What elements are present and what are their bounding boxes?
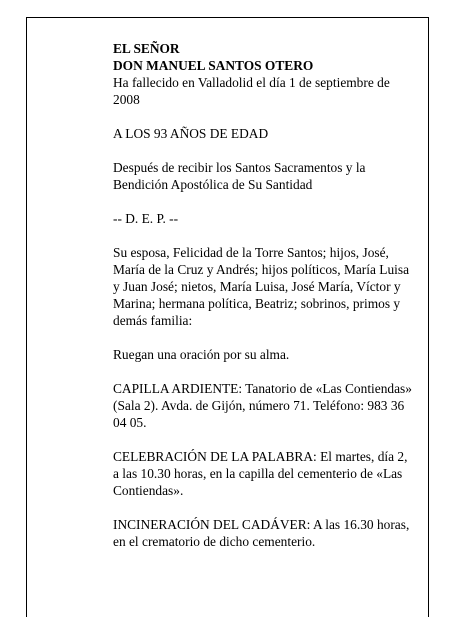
prayer-line: Ruegan una oración por su alma. [113,347,290,362]
sacraments-line: Después de recibir los Santos Sacramentos y la Bendición Apostólica de Su Santidad [113,160,366,192]
family-paragraph: Su esposa, Felicidad de la Torre Santos; hijos, José, María de la Cruz y Andrés; hijos políticos, María Luisa y Juan José; nietos, María Luisa, José María, Víctor y Marina; hermana política, Beatriz; sobrinos, primos y demás familia: [113,245,410,328]
obituary-notice [113,40,413,550]
death-info: Ha fallecido en Valladolid el día 1 de septiembre de 2008 [113,75,390,107]
celebration-info: CELEBRACIÓN DE LA PALABRA: El martes, día 2, a las 10.30 horas, en la capilla del cementerio de «Las Contiendas». [113,449,408,498]
cremation-info: INCINERACIÓN DEL CADÁVER: A las 16.30 horas, en el crematorio de dicho cementerio. [113,517,410,549]
deceased-name: DON MANUEL SANTOS OTERO [113,58,314,73]
heading-title: EL SEÑOR [113,41,180,56]
dep-line: -- D. E. P. -- [113,211,179,226]
chapel-info: CAPILLA ARDIENTE: Tanatorio de «Las Contiendas» (Sala 2). Avda. de Gijón, número 71. Teléfono: 983 36 04 05. [113,381,412,430]
age-line: A LOS 93 AÑOS DE EDAD [113,126,269,141]
